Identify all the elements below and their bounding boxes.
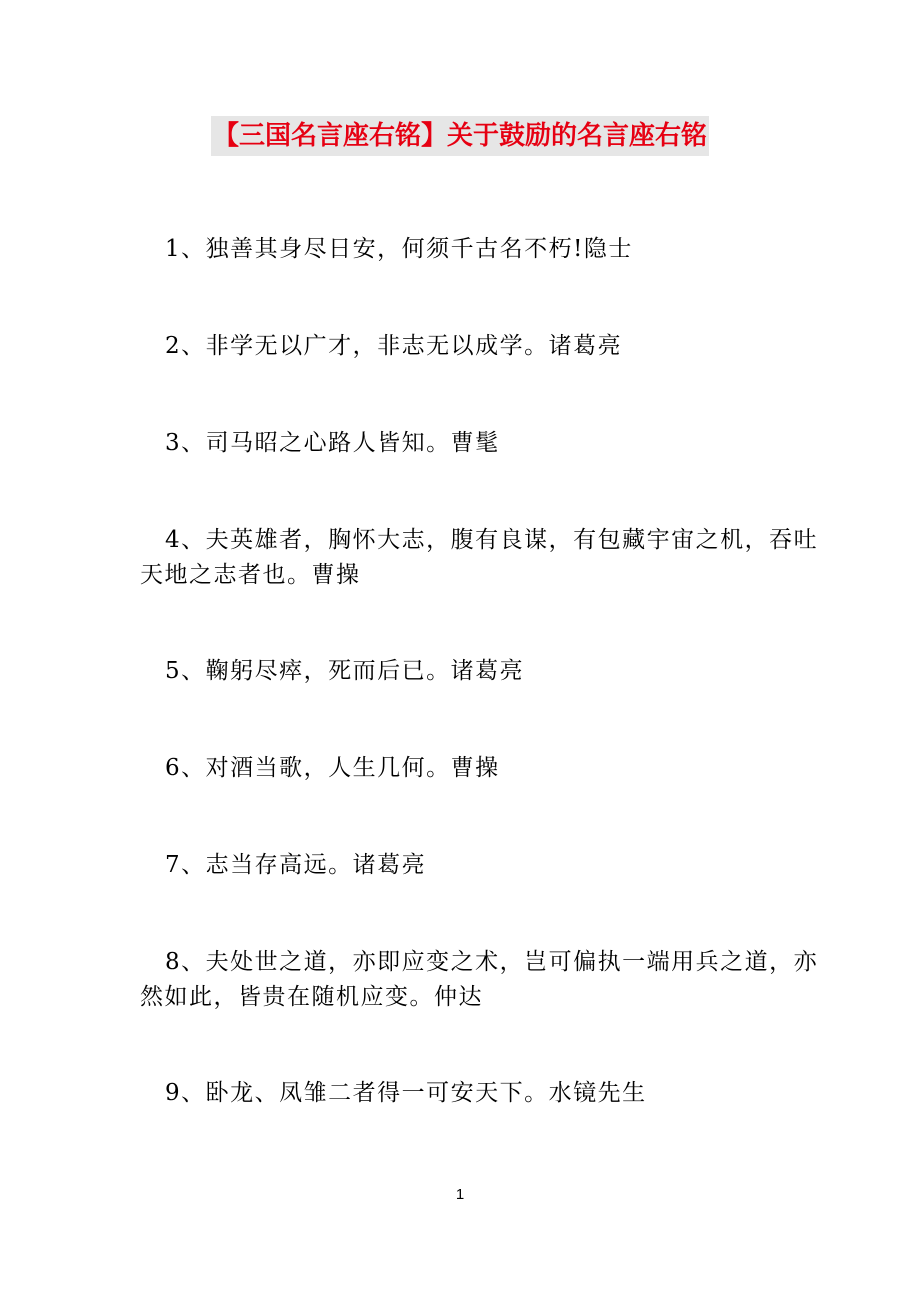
page-number: 1	[455, 1186, 465, 1203]
quote-item-7: 7、志当存高远。诸葛亮	[165, 852, 427, 878]
quote-item-5: 5、鞠躬尽瘁，死而后已。诸葛亮	[165, 658, 525, 684]
title-container	[0, 116, 920, 156]
quote-item-9: 9、卧龙、凤雏二者得一可安天下。水镜先生	[165, 1080, 647, 1106]
quote-item-3: 3、司马昭之心路人皆知。曹髦	[165, 430, 500, 456]
quote-list	[140, 232, 820, 1173]
quote-item-6: 6、对酒当歌，人生几何。曹操	[165, 755, 500, 781]
quote-item-8: 8、夫处世之道，亦即应变之术，岂可偏执一端用兵之道，亦然如此，皆贵在随机应变。仲达	[140, 949, 819, 1010]
quote-item-4: 4、夫英雄者，胸怀大志，腹有良谋，有包藏宇宙之机，吞吐天地之志者也。曹操	[140, 527, 819, 588]
quote-item-2: 2、非学无以广才，非志无以成学。诸葛亮	[165, 333, 623, 359]
quote-item-1: 1、独善其身尽日安，何须千古名不朽!隐士	[165, 236, 633, 262]
page-title: 【三国名言座右铭】关于鼓励的名言座右铭	[211, 116, 709, 156]
